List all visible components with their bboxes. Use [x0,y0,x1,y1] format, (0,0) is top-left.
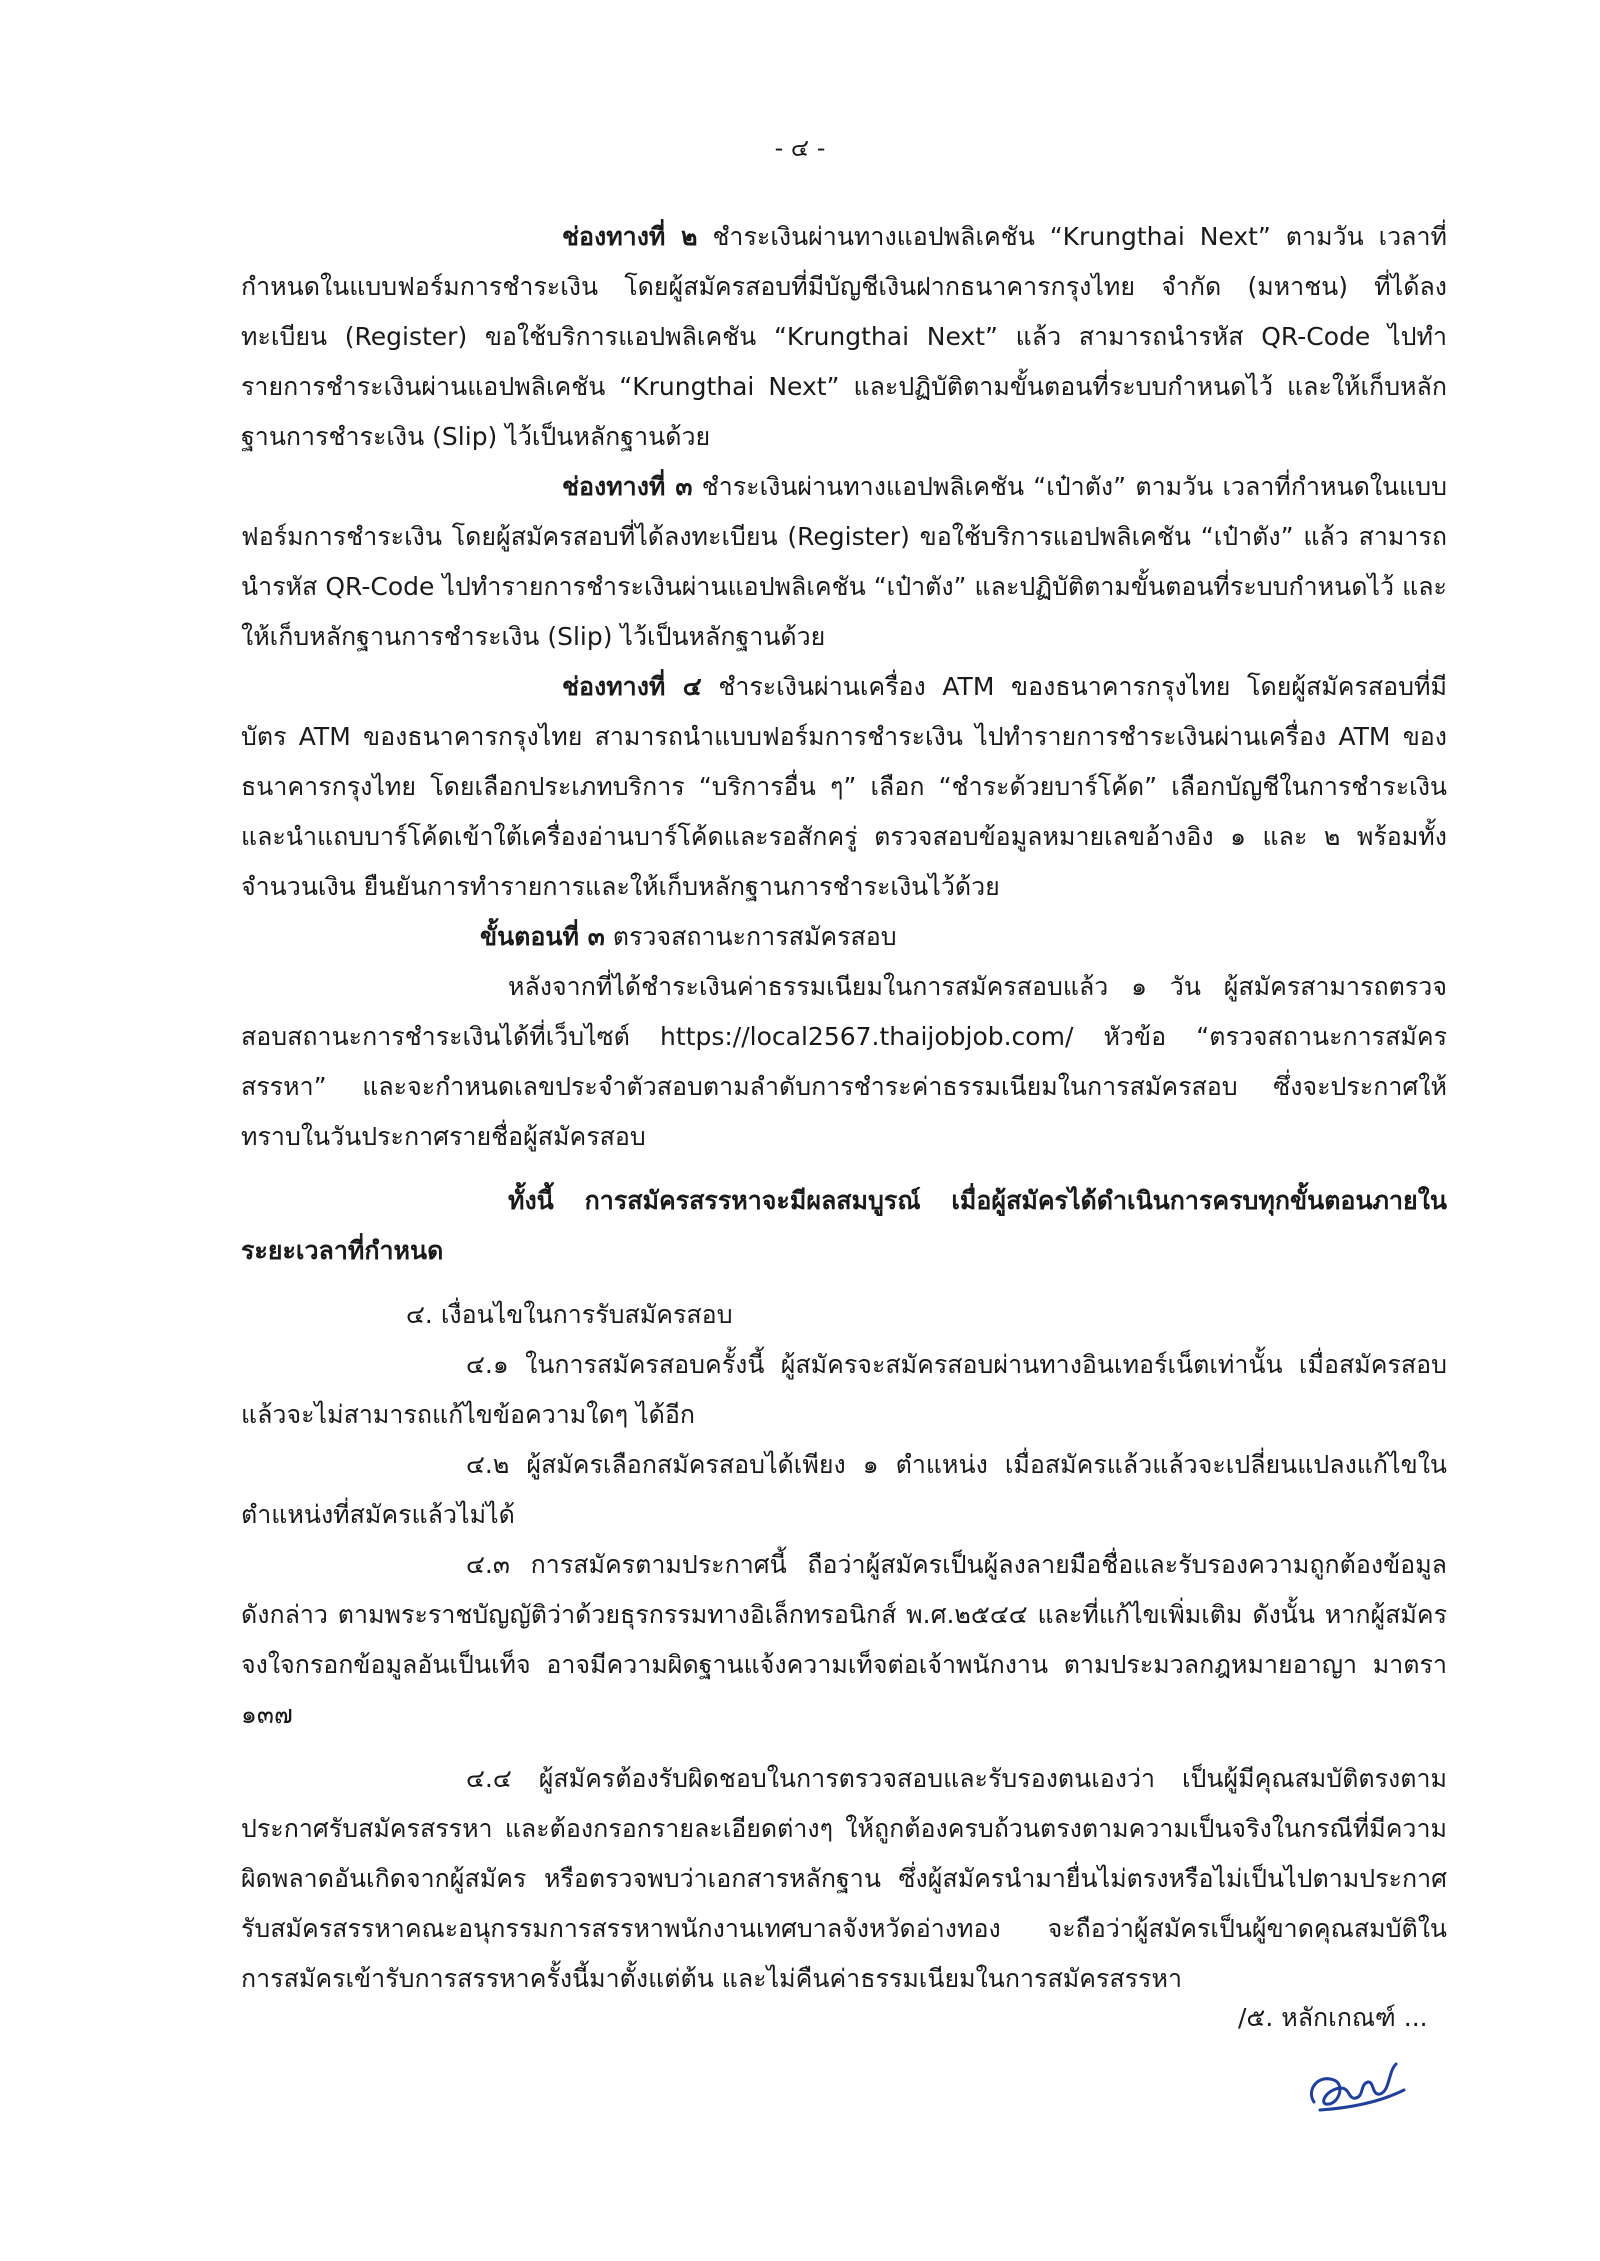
cond-4-2-text: ๔.๒ ผู้สมัครเลือกสมัครสอบได้เพียง ๑ ตำแหน่ง เมื่อสมัครแล้วแล้วจะเปลี่ยนแปลงแก้ไขในตำแหน่งที่สมัครแล้วไม่ได้ [241,1450,1447,1529]
document-body [241,212,1447,2004]
paragraph-step-3 [241,912,1447,962]
channel-4-text: ชำระเงินผ่านเครื่อง ATM ของธนาคารกรุงไทย โดยผู้สมัครสอบที่มีบัตร ATM ของธนาคารกรุงไทย สามารถนำแบบฟอร์มการชำระเงิน ไปทำรายการชำระเงินผ่านเครื่อง ATM ของธนาคารกรุงไทย โดยเลือกประเภทบริการ “บริการอื่น ๆ” เลือก “ชำระด้วยบาร์โค้ด” เลือกบัญชีในการชำระเงิน และนำแถบบาร์โค้ดเข้าใต้เครื่องอ่านบาร์โค้ดและรอสักครู่ ตรวจสอบข้อมูลหมายเลขอ้างอิง ๑ และ ๒ พร้อมทั้งจำนวนเงิน ยืนยันการทำรายการและให้เก็บหลักฐานการชำระเงินไว้ด้วย [241,672,1447,901]
page-number: - ๔ - [774,134,826,162]
step-3-heading: ขั้นตอนที่ ๓ [480,922,605,951]
section-4-heading [241,1290,1447,1340]
cond-4-3-text: ๔.๓ การสมัครตามประกาศนี้ ถือว่าผู้สมัครเป็นผู้ลงลายมือชื่อและรับรองความถูกต้องข้อมูลดังกล่าว ตามพระราชบัญญัติว่าด้วยธุรกรรมทางอิเล็กทรอนิกส์ พ.ศ.๒๕๔๔ และที่แก้ไขเพิ่มเติม ดังนั้น หากผู้สมัครจงใจกรอกข้อมูลอันเป็นเท็จ อาจมีความผิดฐานแจ้งความเท็จต่อเจ้าพนักงาน ตามประมวลกฎหมายอาญา มาตรา ๑๓๗ [241,1550,1447,1729]
paragraph-note [241,1176,1447,1276]
paragraph-channel-2 [241,212,1447,462]
paragraph-step-3-body [241,962,1447,1162]
section-4-title: ๔. เงื่อนไขในการรับสมัครสอบ [406,1300,733,1329]
paragraph-channel-3 [241,462,1447,662]
note-text: ทั้งนี้ การสมัครสรรหาจะมีผลสมบูรณ์ เมื่อผู้สมัครได้ดำเนินการครบทุกขั้นตอนภายในระยะเวลาที่กำหนด [241,1186,1447,1265]
channel-2-text: ชำระเงินผ่านทางแอปพลิเคชัน “Krungthai Next” ตามวัน เวลาที่กำหนดในแบบฟอร์มการชำระเงิน โดยผู้สมัครสอบที่มีบัญชีเงินฝากธนาคารกรุงไทย จำกัด (มหาชน) ที่ได้ลงทะเบียน (Register) ขอใช้บริการแอปพลิเคชัน “Krungthai Next” แล้ว สามารถนำรหัส QR-Code ไปทำรายการชำระเงินผ่านแอปพลิเคชัน “Krungthai Next” และปฏิบัติตามขั้นตอนที่ระบบกำหนดไว้ และให้เก็บหลักฐานการชำระเงิน (Slip) ไว้เป็นหลักฐานด้วย [241,222,1447,451]
step-3-text: ตรวจสถานะการสมัครสอบ [604,922,897,951]
cond-4-1-text: ๔.๑ ในการสมัครสอบครั้งนี้ ผู้สมัครจะสมัครสอบผ่านทางอินเทอร์เน็ตเท่านั้น เมื่อสมัครสอบแล้วจะไม่สามารถแก้ไขข้อความใดๆ ได้อีก [241,1350,1447,1429]
channel-4-heading: ช่องทางที่ ๔ [562,672,702,701]
next-page-reference: /๕. หลักเกณฑ์ ... [1238,2003,1428,2032]
paragraph-cond-4-4 [241,1754,1447,2004]
paragraph-cond-4-3 [241,1540,1447,1740]
channel-3-heading: ช่องทางที่ ๓ [562,472,693,501]
cond-4-4-text: ๔.๔ ผู้สมัครต้องรับผิดชอบในการตรวจสอบและรับรองตนเองว่า เป็นผู้มีคุณสมบัติตรงตามประกาศรับสมัครสรรหา และต้องกรอกรายละเอียดต่างๆ ให้ถูกต้องครบถ้วนตรงตามความเป็นจริงในกรณีที่มีความผิดพลาดอันเกิดจากผู้สมัคร หรือตรวจพบว่าเอกสารหลักฐาน ซึ่งผู้สมัครนำมายื่นไม่ตรงหรือไม่เป็นไปตามประกาศรับสมัครสรรหาคณะอนุกรรมการสรรหาพนักงานเทศบาลจังหวัดอ่างทอง จะถือว่าผู้สมัครเป็นผู้ขาดคุณสมบัติในการสมัครเข้ารับการสรรหาครั้งนี้มาตั้งแต่ต้น และไม่คืนค่าธรรมเนียมในการสมัครสรรหา [241,1764,1447,1993]
channel-2-heading: ช่องทางที่ ๒ [562,222,698,251]
channel-3-text: ชำระเงินผ่านทางแอปพลิเคชัน “เป๋าตัง” ตามวัน เวลาที่กำหนดในแบบฟอร์มการชำระเงิน โดยผู้สมัครสอบที่ได้ลงทะเบียน (Register) ขอใช้บริการแอปพลิเคชัน “เป๋าตัง” แล้ว สามารถนำรหัส QR-Code ไปทำรายการชำระเงินผ่านแอปพลิเคชัน “เป๋าตัง” และปฏิบัติตามขั้นตอนที่ระบบกำหนดไว้ และให้เก็บหลักฐานการชำระเงิน (Slip) ไว้เป็นหลักฐานด้วย [241,472,1448,651]
paragraph-cond-4-2 [241,1440,1447,1540]
paragraph-channel-4 [241,662,1447,912]
signature-icon [1300,2050,1420,2120]
step-3-body-text: หลังจากที่ได้ชำระเงินค่าธรรมเนียมในการสมัครสอบแล้ว ๑ วัน ผู้สมัครสามารถตรวจสอบสถานะการชำระเงินได้ที่เว็บไซต์ https://local2567.thaijobjob.com/ หัวข้อ “ตรวจสถานะการสมัครสรรหา” และจะกำหนดเลขประจำตัวสอบตามลำดับการชำระค่าธรรมเนียมในการสมัครสอบ ซึ่งจะประกาศให้ทราบในวันประกาศรายชื่อผู้สมัครสอบ [241,972,1447,1151]
paragraph-cond-4-1 [241,1340,1447,1440]
